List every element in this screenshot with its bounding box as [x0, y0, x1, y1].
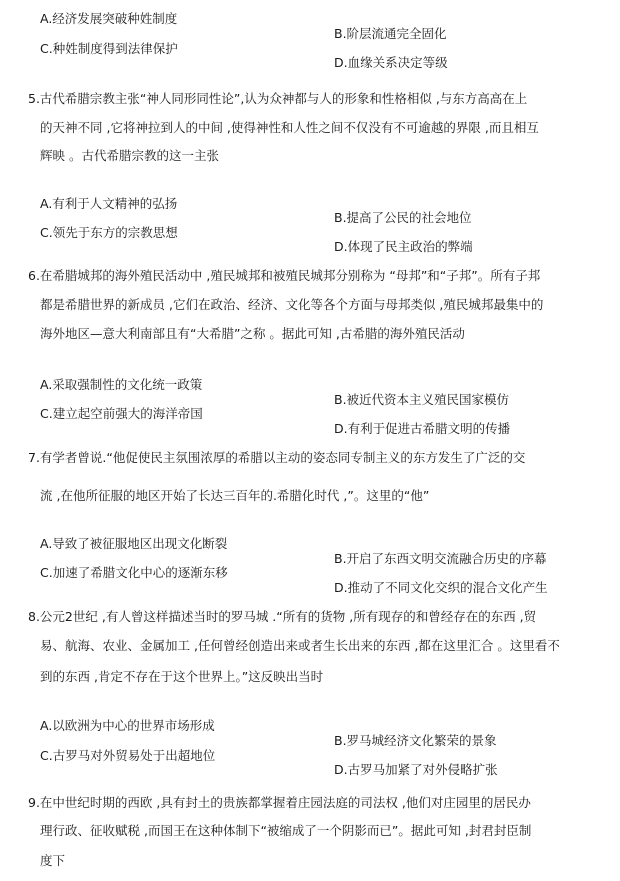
q4-option-b[interactable]: B.阶层流通完全固化: [334, 26, 447, 41]
q9-stem-line-3: 度下: [40, 853, 66, 868]
q7-option-a[interactable]: A.导致了被征服地区出现文化断裂: [40, 536, 228, 551]
q7-option-d[interactable]: D.推动了不同文化交织的混合文化产生: [334, 580, 548, 595]
q8-stem-line-3: 到的东西 ,肯定不存在于这个世界上。”这反映出当时: [40, 669, 324, 684]
q8-option-b[interactable]: B.罗马城经济文化繁荣的景象: [334, 733, 497, 748]
q5-option-d[interactable]: D.体现了民主政治的弊端: [334, 239, 473, 254]
q5-stem-line-1: 5.古代希腊宗教主张“神人同形同性论”,认为众神都与人的形象和性格相似 ,与东方高高在上: [28, 91, 528, 106]
q6-option-a[interactable]: A.采取强制性的文化统一政策: [40, 377, 203, 392]
q6-option-b[interactable]: B.被近代资本主义殖民国家模仿: [334, 392, 510, 407]
q7-option-c[interactable]: C.加速了希腊文化中心的逐渐东移: [40, 565, 228, 580]
q7-stem-line-1: 7.有学者曾说.“他促使民主氛围浓厚的希腊以主动的姿态同专制主义的东方发生了广泛的交: [28, 450, 526, 465]
q5-stem-line-2: 的天神不同 ,它将神拉到人的中间 ,使得神性和人性之间不仅没有不可逾越的界限 ,而且相互: [40, 120, 539, 135]
q8-option-a[interactable]: A.以欧洲为中心的世界市场形成: [40, 718, 215, 733]
q6-stem-line-3: 海外地区—意大利南部且有“大希腊”之称 。据此可知 ,古希腊的海外殖民活动: [40, 326, 465, 341]
q6-stem-line-2: 都是希腊世界的新成员 ,它们在政治、经济、文化等各个方面与母邦类似 ,殖民城邦最集中的: [40, 297, 544, 312]
q7-option-b[interactable]: B.开启了东西文明交流融合历史的序幕: [334, 551, 547, 566]
q8-stem-line-2: 易、航海、农业、金属加工 ,任何曾经创造出来或者生长出来的东西 ,都在这里汇合 。这里看不: [40, 638, 560, 653]
q5-stem-line-3: 辉映 。古代希腊宗教的这一主张: [40, 148, 219, 163]
q8-stem-line-1: 8.公元2世纪 ,有人曾这样描述当时的罗马城 .“所有的货物 ,所有现存的和曾经存在的东西 ,贸: [28, 609, 537, 624]
q6-stem-line-1: 6.在希腊城邦的海外殖民活动中 ,殖民城邦和被殖民城邦分别称为 “母邦”和“子邦”。所有子邦: [28, 268, 541, 283]
q4-option-c[interactable]: C.种姓制度得到法律保护: [40, 41, 178, 56]
q6-option-d[interactable]: D.有利于促进古希腊文明的传播: [334, 421, 511, 436]
q4-option-d[interactable]: D.血缘关系决定等级: [334, 55, 448, 70]
q5-option-b[interactable]: B.提高了公民的社会地位: [334, 210, 472, 225]
q8-option-c[interactable]: C.古罗马对外贸易处于出超地位: [40, 748, 216, 763]
q8-option-d[interactable]: D.古罗马加紧了对外侵略扩张: [334, 762, 498, 777]
q5-option-a[interactable]: A.有利于人文精神的弘扬: [40, 196, 178, 211]
q6-option-c[interactable]: C.建立起空前强大的海洋帝国: [40, 406, 203, 421]
q9-stem-line-1: 9.在中世纪时期的西欧 ,具有封土的贵族都掌握着庄园法庭的司法权 ,他们对庄园里的居民办: [28, 795, 531, 810]
q7-stem-line-2: 流 ,在他所征服的地区开始了长达三百年的.希腊化时代 ,”。这里的“他”: [40, 488, 430, 503]
q5-option-c[interactable]: C.领先于东方的宗教思想: [40, 225, 178, 240]
q9-stem-line-2: 理行政、征收赋税 ,而国王在这种体制下“被缩成了一个阴影而已”。据此可知 ,封君封臣制: [40, 823, 532, 838]
q4-option-a[interactable]: A.经济发展突破种姓制度: [40, 11, 178, 26]
